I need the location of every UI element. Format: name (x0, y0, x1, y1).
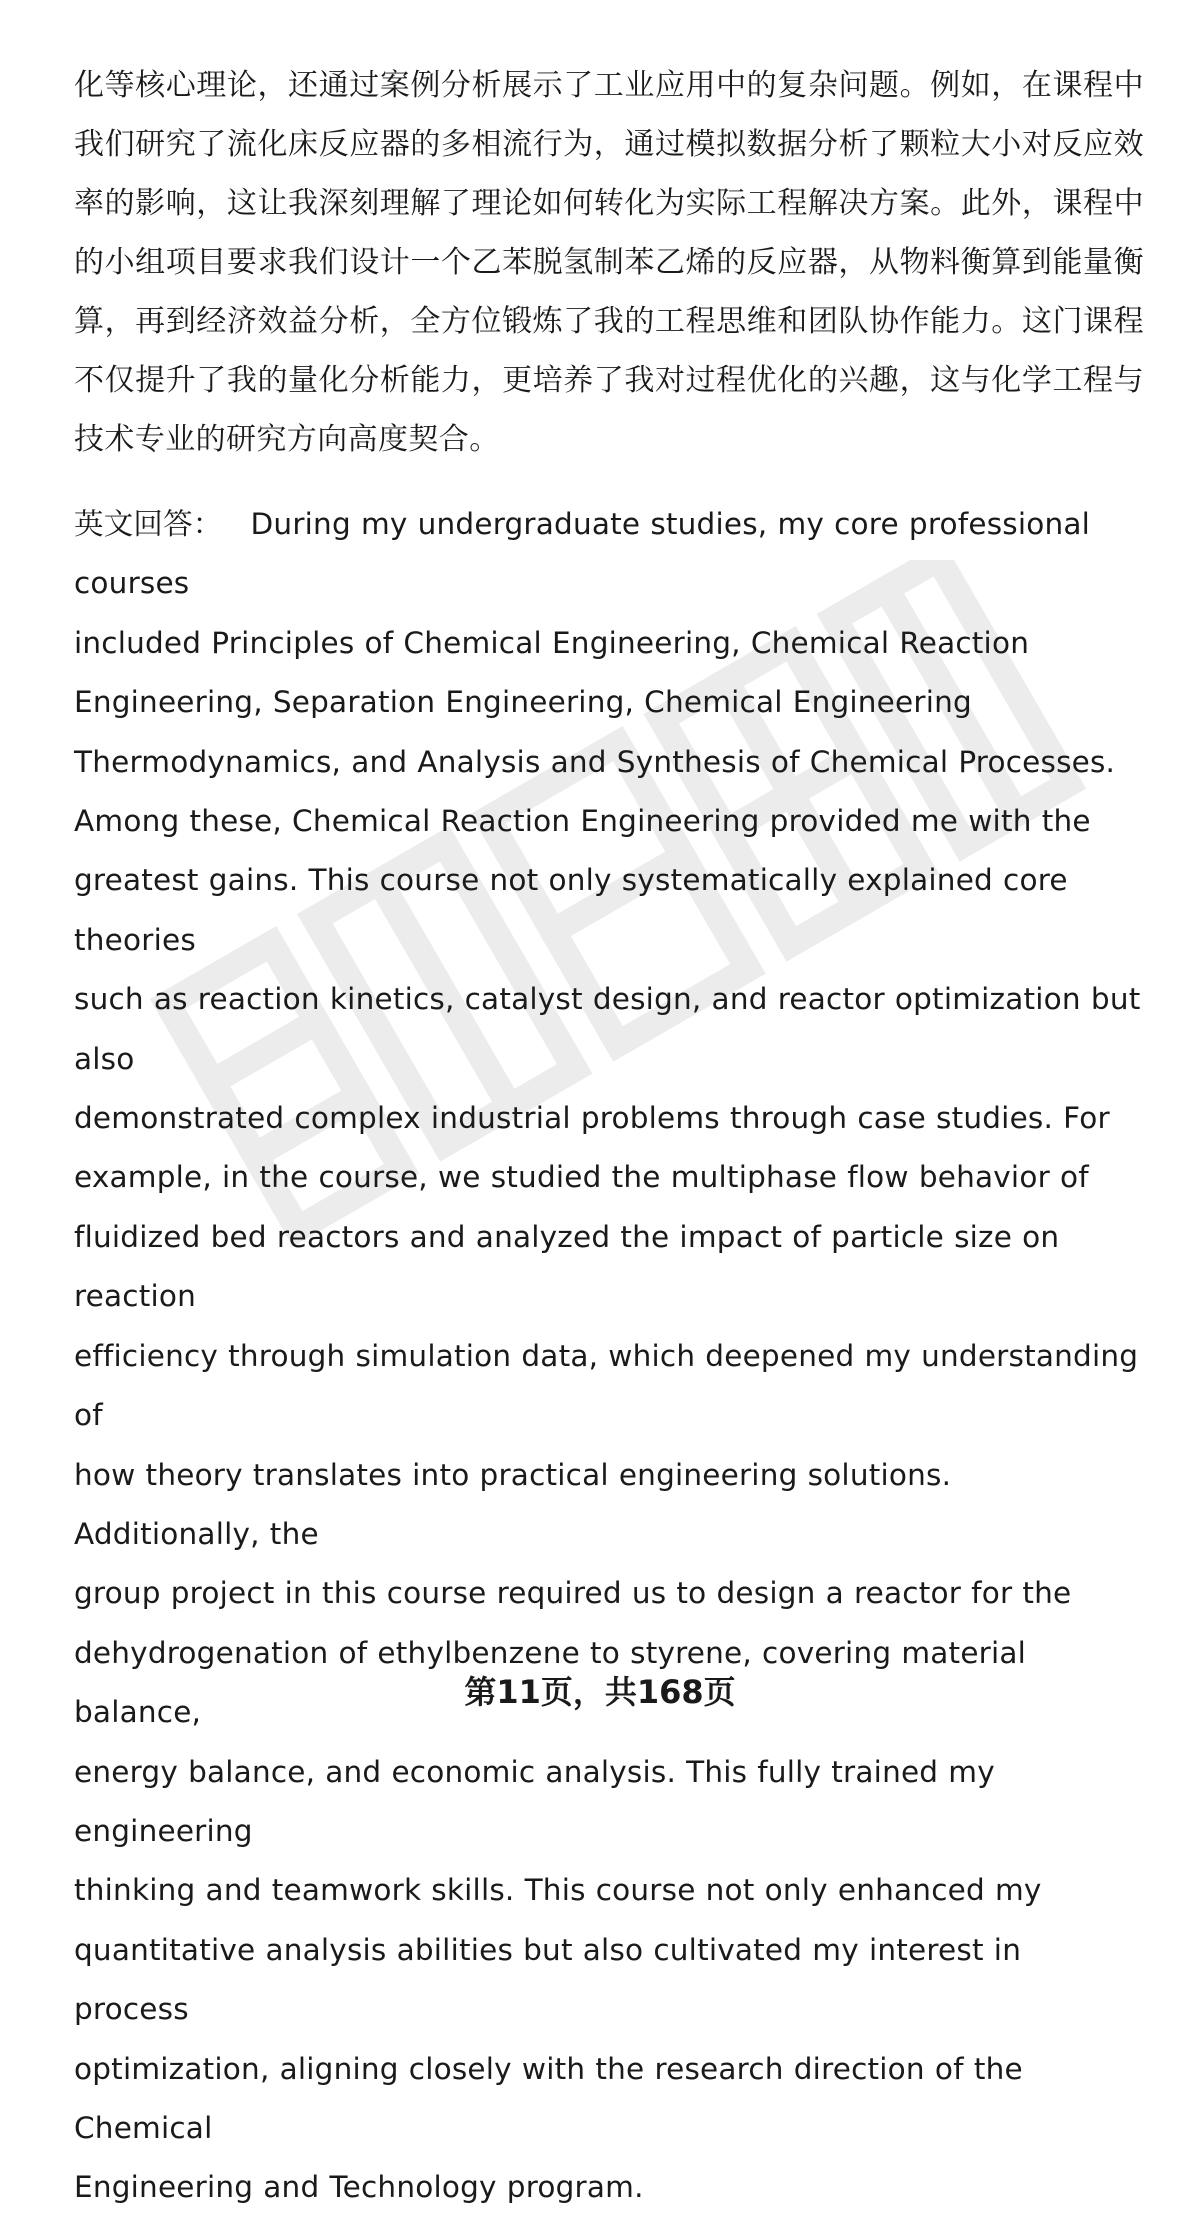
english-line: fluidized bed reactors and analyzed the impact of particle size on reaction (74, 1219, 1060, 1314)
english-line: Thermodynamics, and Analysis and Synthesis of Chemical Processes. (74, 744, 1116, 779)
english-line: how theory translates into practical engineering solutions. Additionally, the (74, 1457, 952, 1551)
english-answer-paragraph (74, 495, 1144, 2218)
english-line: dehydrogenation of ethylbenzene to styrene, covering material balance, (74, 1635, 1027, 1730)
english-line: greatest gains. This course not only systematically explained core theories (74, 863, 1068, 957)
english-line: Among these, Chemical Reaction Engineering provided me with the (74, 804, 1091, 839)
english-line: energy balance, and economic analysis. This fully trained my engineering (74, 1754, 995, 1848)
page-number: 第11页，共168页 (464, 1673, 736, 1711)
english-line: Engineering, Separation Engineering, Chemical Engineering (74, 685, 972, 720)
english-line: demonstrated complex industrial problems through case studies. For (74, 1101, 1110, 1136)
english-line: group project in this course required us to design a reactor for the (74, 1576, 1072, 1611)
english-line: example, in the course, we studied the multiphase flow behavior of (74, 1160, 1089, 1195)
english-line: included Principles of Chemical Engineering, Chemical Reaction (74, 625, 1030, 660)
english-line: efficiency through simulation data, which deepened my understanding of (74, 1338, 1139, 1433)
english-line: such as reaction kinetics, catalyst design, and reactor optimization but also (74, 982, 1141, 1076)
english-line: During my undergraduate studies, my core professional courses (74, 507, 1091, 601)
english-answer-label: 英文回答： (74, 507, 223, 541)
english-line: optimization, aligning closely with the research direction of the Chemical (74, 2051, 1023, 2145)
english-line: quantitative analysis abilities but also cultivated my interest in process (74, 1932, 1022, 2027)
english-line: Engineering and Technology program. (74, 2170, 644, 2205)
english-line: thinking and teamwork skills. This course not only enhanced my (74, 1873, 1042, 1908)
document-body (74, 56, 1144, 2218)
chinese-answer-paragraph: 化等核心理论，还通过案例分析展示了工业应用中的复杂问题。例如，在课程中我们研究了流化床反应器的多相流行为，通过模拟数据分析了颗粒大小对反应效率的影响，这让我深刻理解了理论如何转化为实际工程解决方案。此外，课程中的小组项目要求我们设计一个乙苯脱氢制苯乙烯的反应器，从物料衡算到能量衡算，再到经济效益分析，全方位锻炼了我的工程思维和团队协作能力。这门课程不仅提升了我的量化分析能力，更培养了我对过程优化的兴趣，这与化学工程与技术专业的研究方向高度契合。 (74, 68, 1144, 457)
